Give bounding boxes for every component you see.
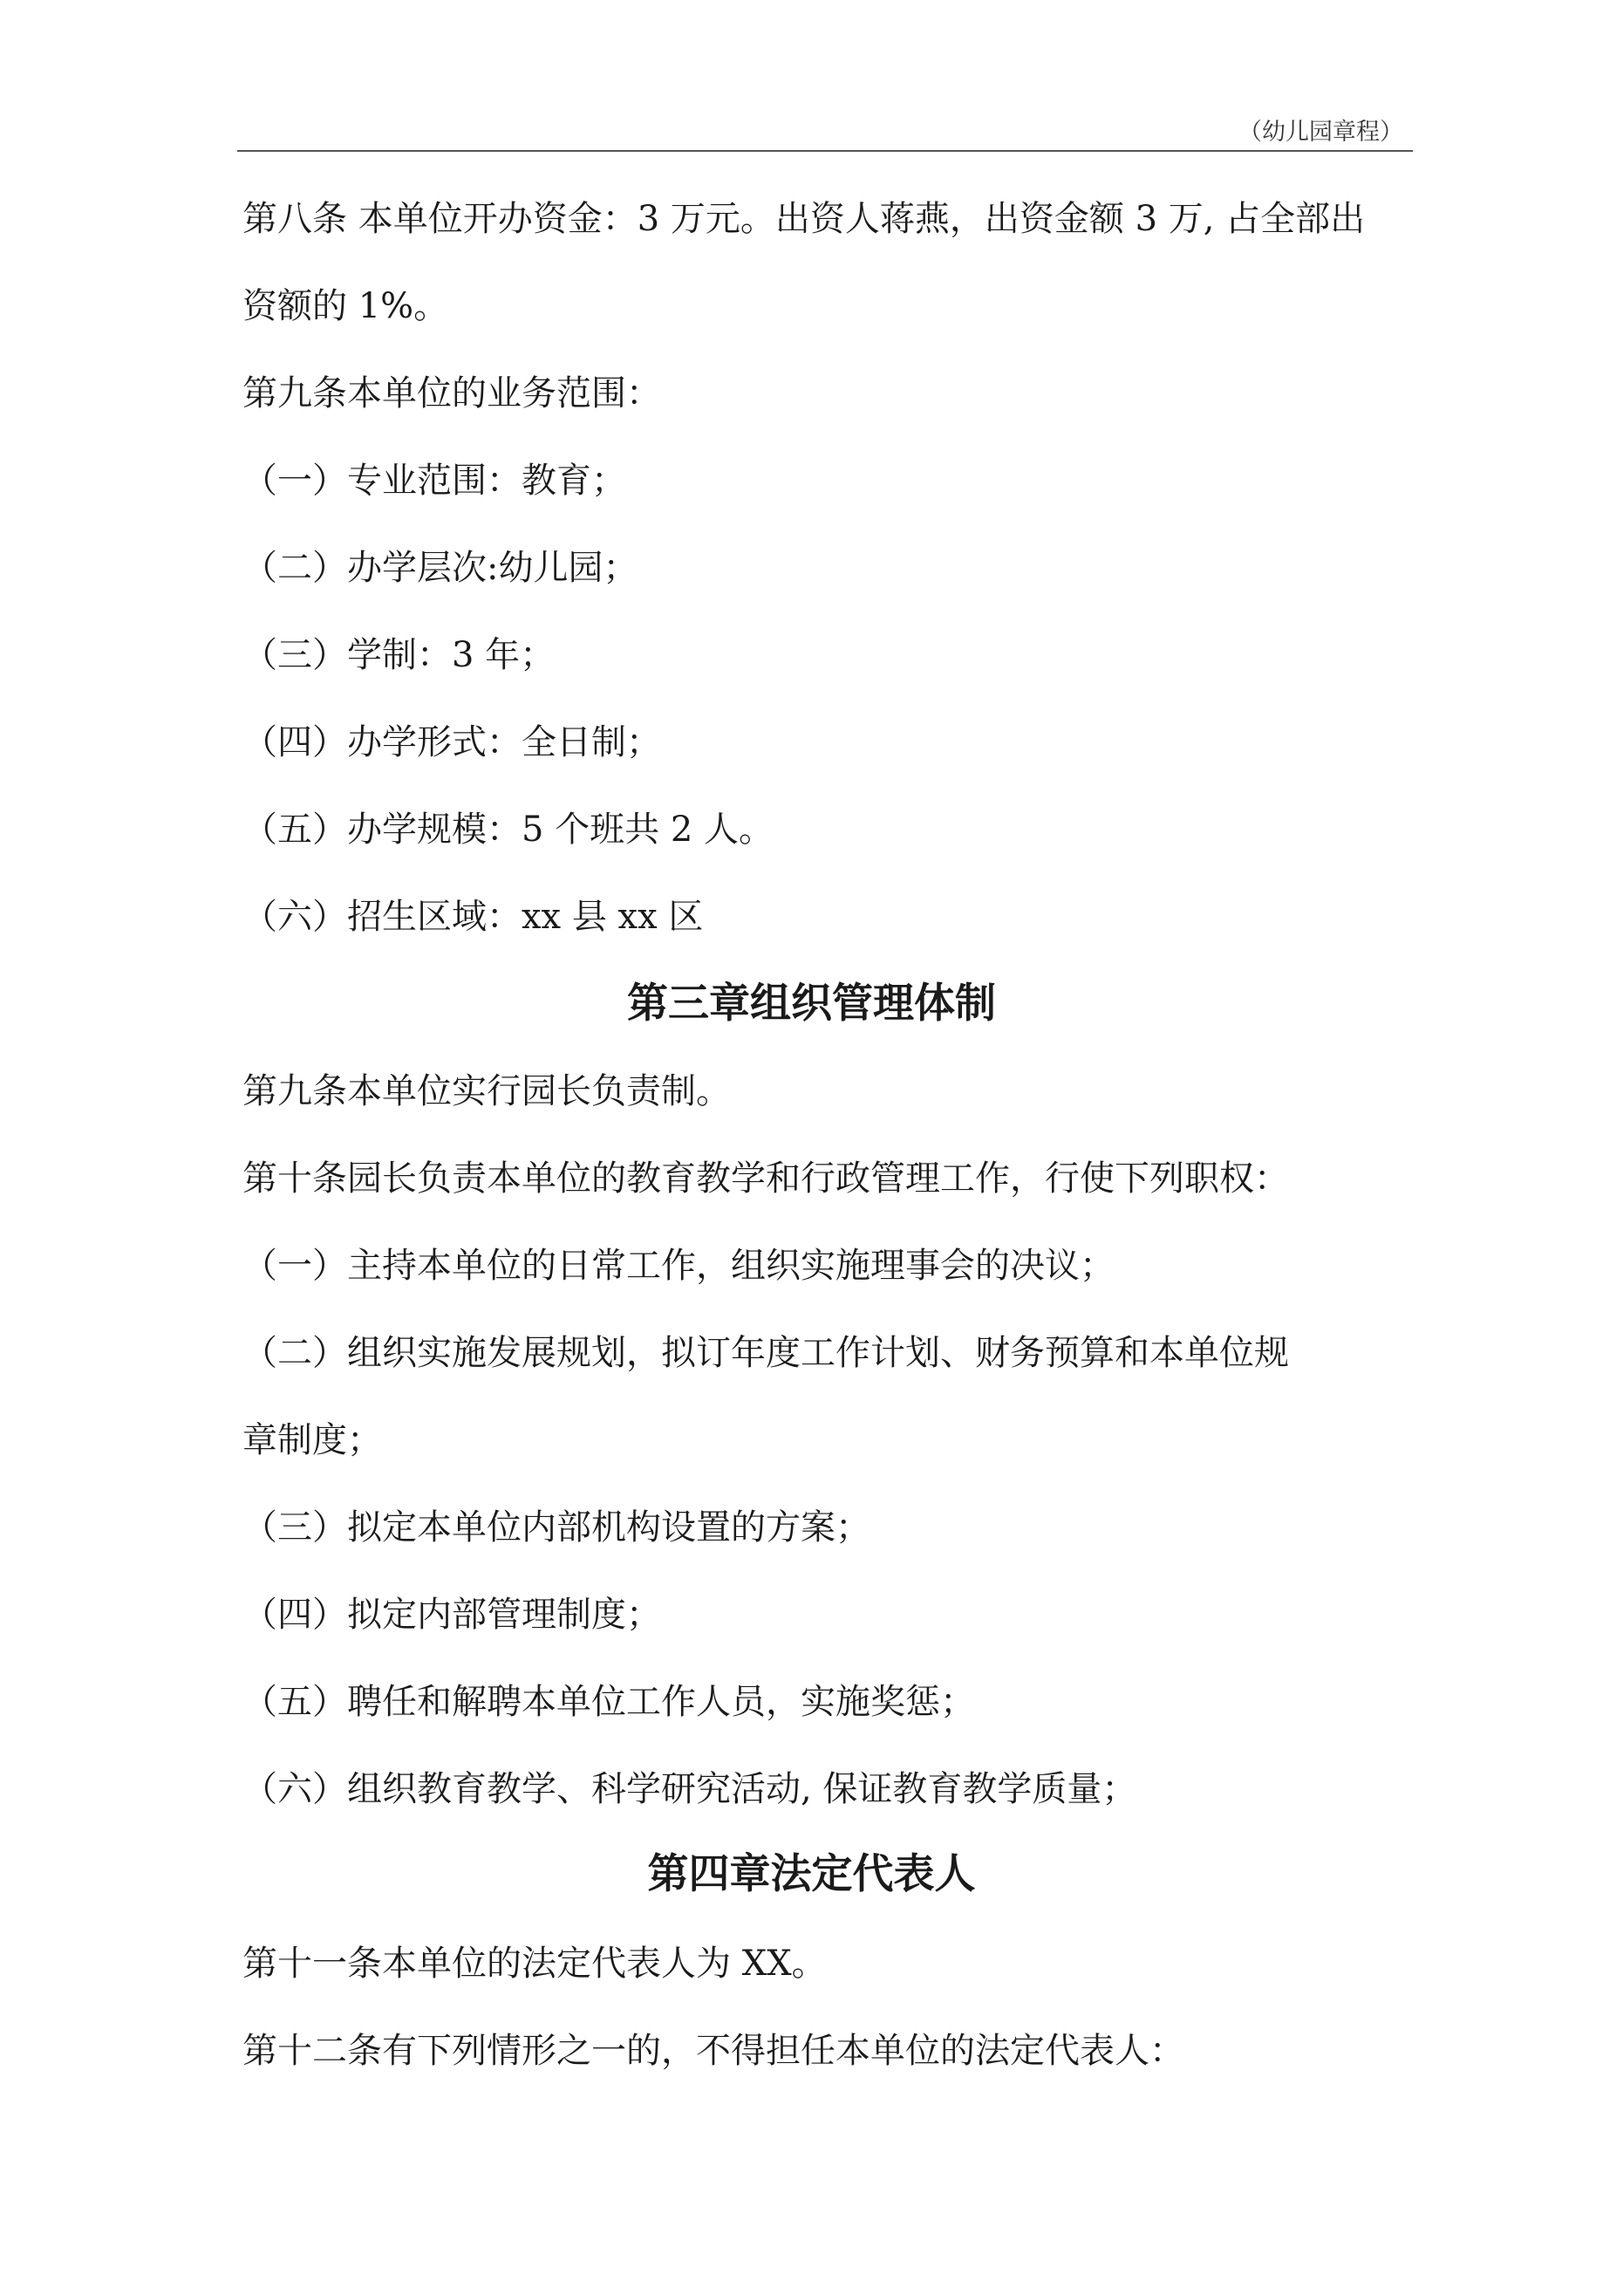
article-9-title: 第九条本单位的业务范围： — [242, 373, 661, 413]
article-9-repeat: 第九条本单位实行园长负责制。 — [242, 1071, 731, 1111]
article-8-line-2: 资额的 1%。 — [242, 286, 449, 326]
article-10-item-2-line-1: （二）组织实施发展规划，拟订年度工作计划、财务预算和本单位规 — [242, 1333, 1289, 1373]
article-9-item-6: （六）招生区域：xx 县 xx 区 — [242, 897, 704, 937]
header-divider — [237, 150, 1413, 152]
article-9-item-2: （二）办学层次:幼儿园； — [242, 548, 638, 588]
article-10-item-6: （六）组织教育教学、科学研究活动, 保证教育教学质量； — [242, 1769, 1137, 1809]
chapter-4-heading: 第四章法定代表人 — [647, 1850, 976, 1898]
article-11: 第十一条本单位的法定代表人为 XX。 — [242, 1944, 827, 1984]
article-10-item-2-line-2: 章制度； — [242, 1420, 382, 1460]
article-10-item-3: （三）拟定本单位内部机构设置的方案； — [242, 1507, 870, 1548]
article-9-item-4: （四）办学形式：全日制； — [242, 722, 661, 762]
article-10-item-1: （一）主持本单位的日常工作，组织实施理事会的决议； — [242, 1246, 1115, 1286]
article-8-line-1: 第八条 本单位开办资金：3 万元。出资人蒋燕，出资金额 3 万, 占全部出 — [242, 199, 1366, 239]
article-10-item-4: （四）拟定内部管理制度； — [242, 1595, 661, 1635]
running-title: （幼儿园章程） — [1238, 119, 1403, 146]
article-10-item-5: （五）聘任和解聘本单位工作人员，实施奖惩； — [242, 1682, 975, 1722]
article-12-title: 第十二条有下列情形之一的，不得担任本单位的法定代表人： — [242, 2031, 1184, 2071]
article-10-title: 第十条园长负责本单位的教育教学和行政管理工作，行使下列职权： — [242, 1158, 1289, 1199]
article-9-item-3: （三）学制：3 年； — [242, 635, 556, 675]
article-9-item-1: （一）专业范围：教育； — [242, 461, 626, 501]
article-9-item-5: （五）办学规模：5 个班共 2 人。 — [242, 810, 774, 850]
chapter-3-heading: 第三章组织管理体制 — [627, 980, 996, 1028]
